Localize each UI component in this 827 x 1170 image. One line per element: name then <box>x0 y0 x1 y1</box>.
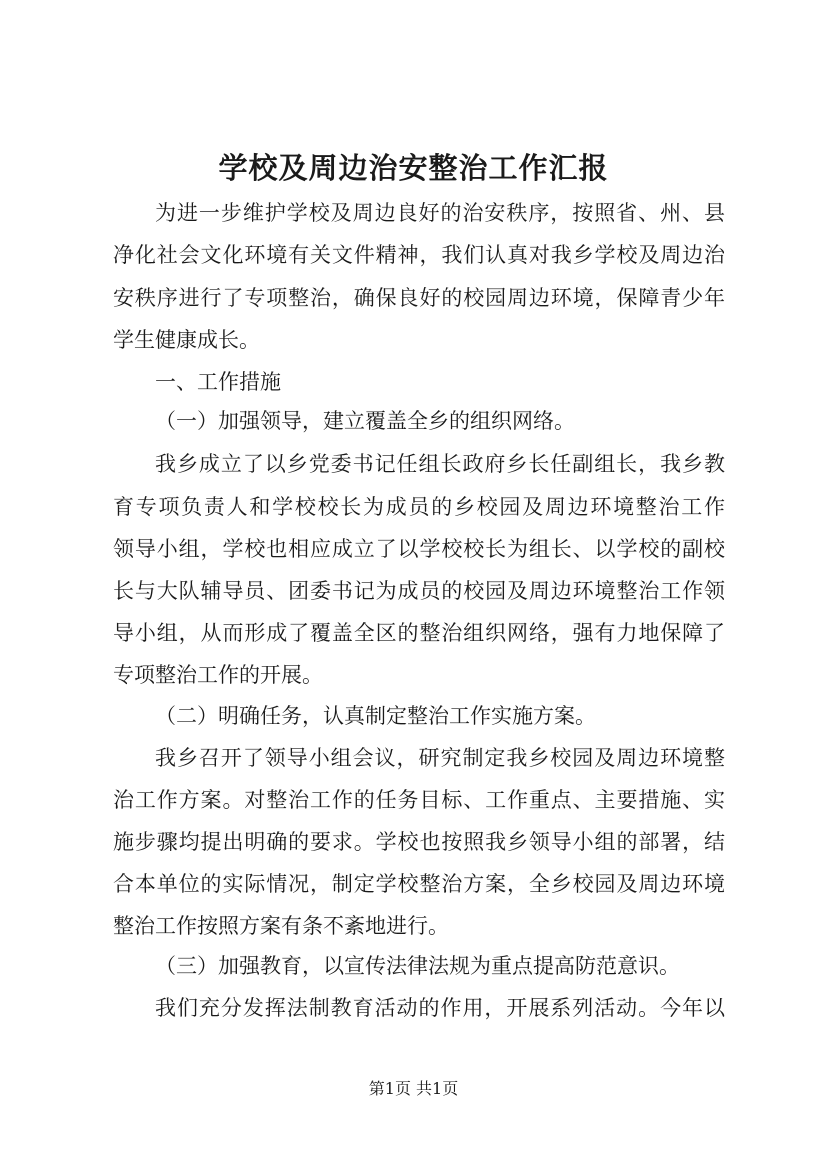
page-footer: 第1页 共1页 <box>368 1079 459 1098</box>
paragraph-line: 专项整治工作的开展。 <box>113 663 323 687</box>
subsection-heading: （二）明确任务，认真制定整治工作实施方案。 <box>155 704 596 728</box>
section-heading: 一、工作措施 <box>155 370 281 394</box>
paragraph-line: 我乡成立了以乡党委书记任组长政府乡长任副组长，我乡教 <box>155 452 725 476</box>
paragraph-line: 施步骤均提出明确的要求。学校也按照我乡领导小组的部署，结 <box>113 830 725 854</box>
paragraph-line: 合本单位的实际情况，制定学校整治方案，全乡校园及周边环境 <box>113 872 725 896</box>
paragraph-line: 学生健康成长。 <box>113 328 260 352</box>
paragraph-line: 净化社会文化环境有关文件精神，我们认真对我乡学校及周边治 <box>113 243 725 267</box>
paragraph-line: 治工作方案。对整治工作的任务目标、工作重点、主要措施、实 <box>113 788 725 812</box>
paragraph-line: 我们充分发挥法制教育活动的作用，开展系列活动。今年以 <box>155 996 725 1020</box>
subsection-heading: （三）加强教育，以宣传法律法规为重点提高防范意识。 <box>155 954 680 978</box>
paragraph-line: 长与大队辅导员、团委书记为成员的校园及周边环境整治工作领 <box>113 579 725 603</box>
paragraph-line: 我乡召开了领导小组会议，研究制定我乡校园及周边环境整 <box>155 746 725 770</box>
subsection-heading: （一）加强领导，建立覆盖全乡的组织网络。 <box>155 409 575 433</box>
paragraph-line: 育专项负责人和学校校长为成员的乡校园及周边环境整治工作 <box>113 495 725 519</box>
paragraph-line: 整治工作按照方案有条不紊地进行。 <box>113 914 449 938</box>
paragraph-line: 安秩序进行了专项整治，确保良好的校园周边环境，保障青少年 <box>113 286 725 310</box>
paragraph-line: 为进一步维护学校及周边良好的治安秩序，按照省、州、县 <box>155 201 725 225</box>
paragraph-line: 导小组，从而形成了覆盖全区的整治组织网络，强有力地保障了 <box>113 621 725 645</box>
document-title: 学校及周边治安整治工作汇报 <box>218 151 609 185</box>
paragraph-line: 领导小组，学校也相应成立了以学校校长为组长、以学校的副校 <box>113 537 725 561</box>
